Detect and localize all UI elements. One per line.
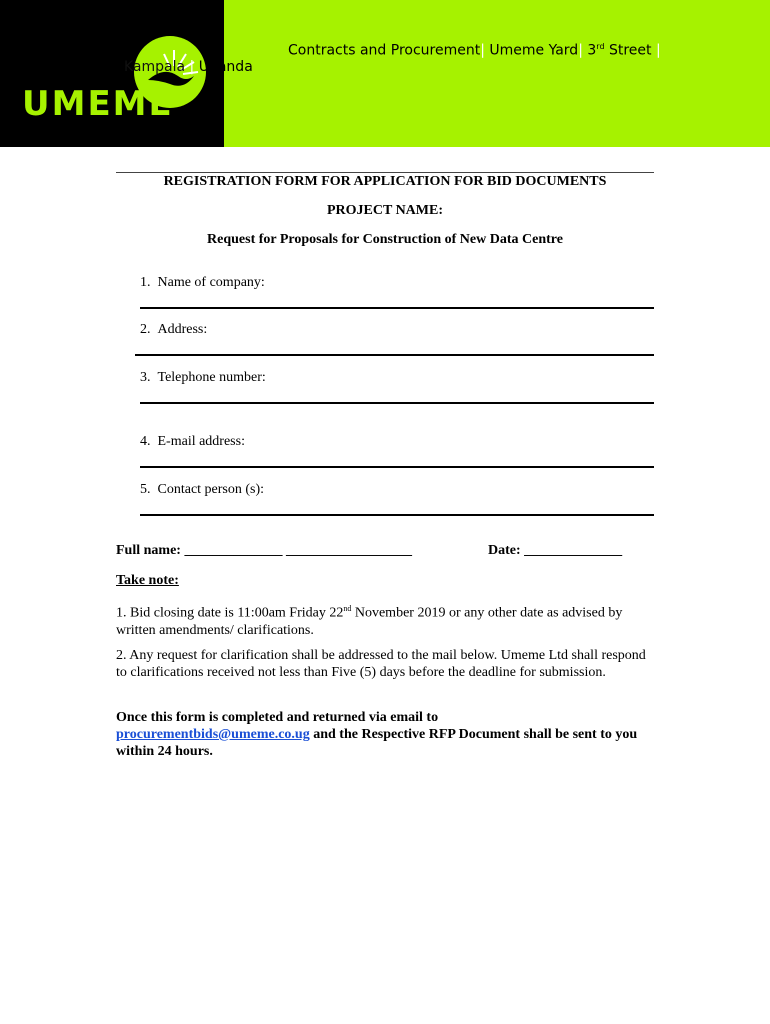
form-title: REGISTRATION FORM FOR APPLICATION FOR BID DOCUMENTS bbox=[163, 174, 607, 189]
field-telephone: 3. Telephone number: bbox=[140, 370, 266, 385]
logo-wordmark: UMEME bbox=[22, 84, 174, 124]
field-address: 2. Address: bbox=[140, 322, 208, 337]
telephone-input-line[interactable] bbox=[140, 402, 654, 404]
address-input-line[interactable] bbox=[135, 354, 654, 356]
take-note-heading: Take note: bbox=[116, 573, 179, 588]
field-email: 4. E-mail address: bbox=[140, 434, 245, 449]
email-input-line[interactable] bbox=[140, 466, 654, 468]
header-address-line2: Kampala | Uganda bbox=[124, 59, 253, 75]
email-link[interactable]: procurementbids@umeme.co.ug bbox=[116, 727, 310, 742]
field-contact-person: 5. Contact person (s): bbox=[140, 482, 265, 497]
date-blank[interactable]: ______________ bbox=[524, 543, 623, 558]
company-input-line[interactable] bbox=[140, 307, 654, 309]
header-address-line1: Contracts and Procurement| Umeme Yard| 3rd Street | bbox=[288, 42, 661, 59]
note-1: 1. Bid closing date is 11:00am Friday 22nd November 2019 or any other date as advised by written amendments/ clarifications. bbox=[116, 604, 623, 638]
project-label: PROJECT NAME: bbox=[326, 203, 444, 218]
final-instruction: Once this form is completed and returned via email to procurementbids@umeme.co.ug and the Respective RFP Document shall be sent to you within 24 hours. bbox=[116, 710, 638, 759]
top-divider bbox=[116, 172, 654, 173]
full-name-blank[interactable]: ______________ __________________ bbox=[184, 543, 412, 558]
project-name: Request for Proposals for Construction of New Data Centre bbox=[207, 232, 563, 247]
date-row: Date: ______________ bbox=[488, 543, 623, 558]
contact-input-line[interactable] bbox=[140, 514, 654, 516]
note-2: 2. Any request for clarification shall be addressed to the mail below. Umeme Ltd shall respond to clarifications received not less than Five (5) days before the deadline for submission. bbox=[116, 648, 646, 680]
full-name-row: Full name: ______________ __________________ bbox=[116, 543, 412, 558]
field-company: 1. Name of company: bbox=[140, 275, 265, 290]
